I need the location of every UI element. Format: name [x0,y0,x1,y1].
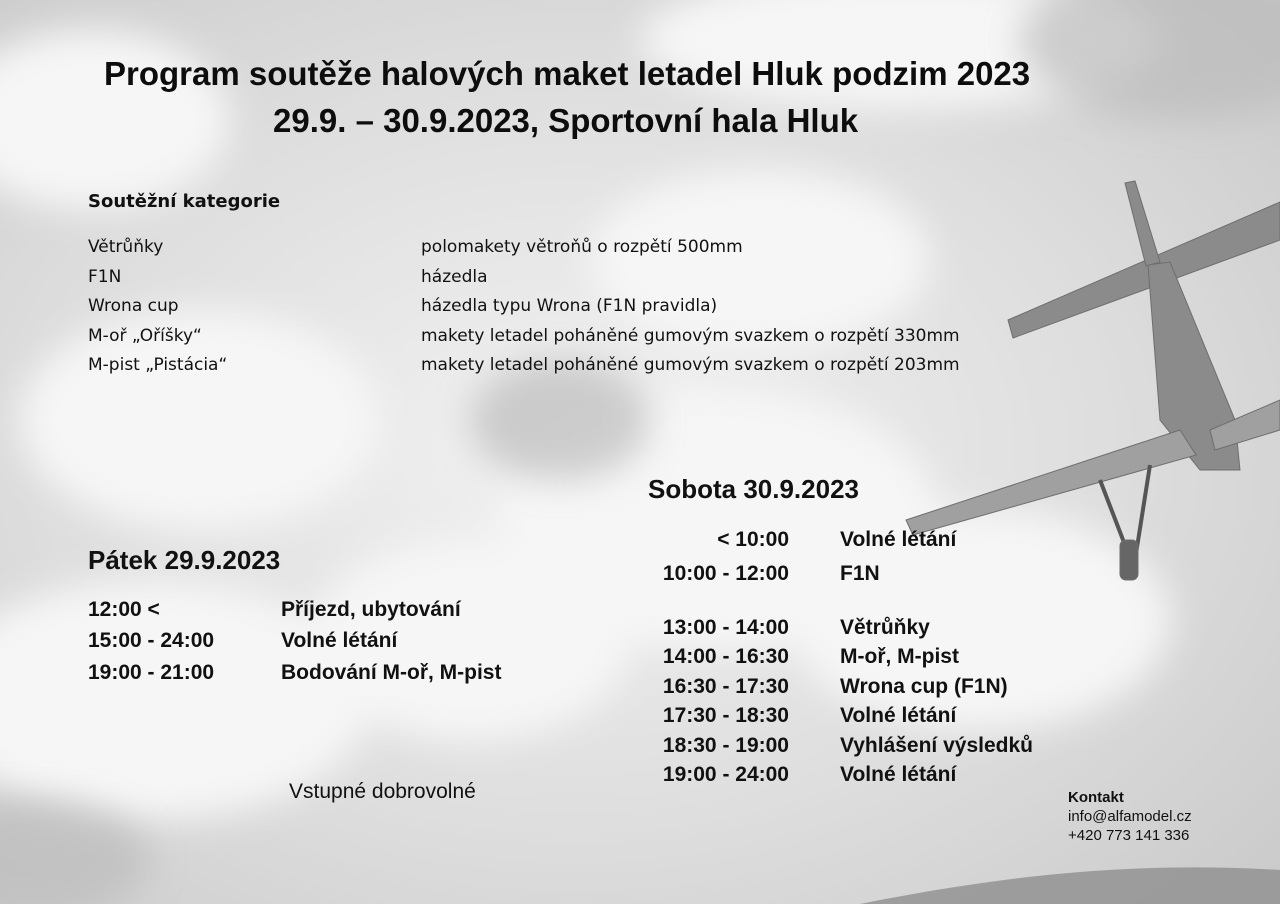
schedule-row [648,734,1068,764]
category-row [88,355,1088,384]
schedule-time: 13:00 - 14:00 [662,616,789,639]
category-description: házedla typu Wrona (F1N pravidla) [421,296,718,316]
schedule-activity: M-oř, M-pist [840,645,959,668]
schedule-row [648,675,1068,705]
schedule-row [648,704,1068,734]
schedule-time: 12:00 < [88,598,160,621]
category-row [88,267,1088,296]
contact-heading: Kontakt [1068,789,1124,806]
category-name: M-pist „Pistácia“ [88,355,228,375]
saturday-heading: Sobota 30.9.2023 [648,474,859,504]
schedule-row [648,616,1068,646]
schedule-time: 17:30 - 18:30 [662,704,789,727]
schedule-time: 19:00 - 24:00 [662,763,789,786]
schedule-row [88,629,568,659]
schedule-row [648,562,1068,592]
schedule-activity: Volné létání [840,528,957,551]
contact-email[interactable]: info@alfamodel.cz [1068,808,1192,825]
category-description: polomakety větroňů o rozpětí 500mm [421,237,743,257]
category-name: M-oř „Oříšky“ [88,326,202,346]
schedule-row [648,645,1068,675]
category-row [88,326,1088,355]
schedule-activity: Vyhlášení výsledků [840,734,1033,757]
category-name: Větrůňky [88,237,164,257]
schedule-activity: Volné létání [840,704,957,727]
schedule-time: 16:30 - 17:30 [662,675,789,698]
category-description: makety letadel poháněné gumovým svazkem o rozpětí 330mm [421,326,960,346]
schedule-time: 19:00 - 21:00 [88,661,215,684]
schedule-activity: Větrůňky [840,616,930,639]
page-subtitle: 29.9. – 30.9.2023, Sportovní hala Hluk [273,102,859,139]
schedule-row [648,528,1068,558]
category-description: makety letadel poháněné gumovým svazkem o rozpětí 203mm [421,355,960,375]
schedule-activity: Volné létání [840,763,957,786]
schedule-row [648,763,1068,793]
schedule-activity: F1N [840,562,880,585]
schedule-time: 14:00 - 16:30 [662,645,789,668]
category-name: F1N [88,267,122,287]
schedule-activity: Volné létání [281,629,398,652]
schedule-row [88,598,568,628]
schedule-time: 10:00 - 12:00 [662,562,789,585]
contact-phone[interactable]: +420 773 141 336 [1068,827,1190,844]
category-row [88,296,1088,325]
categories-heading: Soutěžní kategorie [88,191,281,212]
category-row [88,237,1088,266]
category-description: házedla [421,267,488,287]
friday-heading: Pátek 29.9.2023 [88,545,281,575]
schedule-time: 15:00 - 24:00 [88,629,215,652]
admission-note: Vstupné dobrovolné [289,780,476,803]
category-name: Wrona cup [88,296,179,316]
contact-block [1068,788,1192,845]
schedule-activity: Bodování M-oř, M-pist [281,661,502,684]
schedule-activity: Wrona cup (F1N) [840,675,1008,698]
schedule-time: 18:30 - 19:00 [662,734,789,757]
schedule-row [88,661,568,691]
schedule-time: < 10:00 [717,528,789,551]
schedule-activity: Příjezd, ubytování [281,598,461,621]
page-title: Program soutěže halových maket letadel Hluk podzim 2023 [104,55,1031,92]
